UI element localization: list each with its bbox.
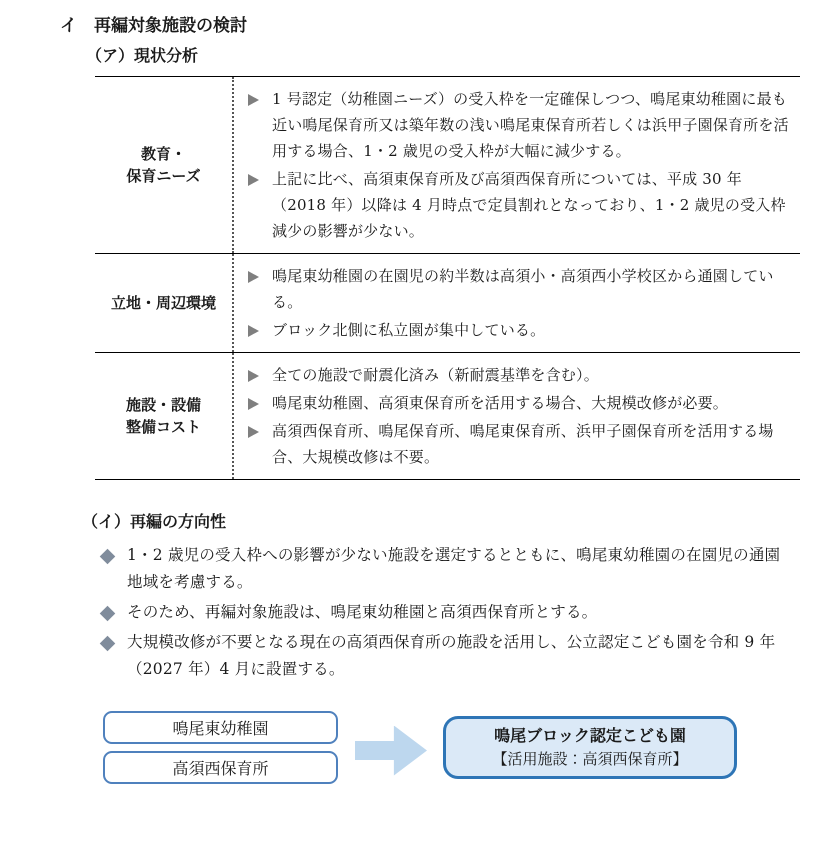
row-label-line: 施設・設備	[125, 396, 201, 414]
bullet-text: 高須西保育所、鳴尾保育所、鳴尾東保育所、浜甲子園保育所を活用する場合、大規模改修は不要。	[272, 422, 774, 466]
diamond-bullet-icon	[100, 636, 116, 652]
analysis-table-row	[95, 77, 800, 254]
result-facility-title: 鳴尾ブロック認定こども園	[494, 726, 686, 745]
analysis-table-row	[95, 353, 800, 480]
row-label-line: 教育・	[140, 145, 186, 163]
right-arrow-icon	[355, 726, 427, 776]
row-content	[232, 77, 800, 253]
bullet-item	[246, 166, 790, 244]
bullet-text: 1 号認定（幼稚園ニーズ）の受入枠を一定確保しつつ、鳴尾東幼稚園に最も近い鳴尾保育所又は築年数の浅い鳴尾東保育所若しくは浜甲子園保育所を活用する場合、1・2 歳児の受入枠が大幅に減少する。	[272, 90, 789, 160]
triangle-bullet-icon	[248, 174, 259, 186]
analysis-table-row	[95, 254, 800, 353]
bullet-item	[246, 362, 790, 388]
source-facility-box: 高須西保育所	[103, 751, 338, 784]
bullet-item	[246, 317, 790, 343]
row-label-line: 立地・周辺環境	[110, 294, 216, 312]
result-facility-box	[443, 716, 737, 779]
diamond-bullet-icon	[100, 606, 116, 622]
triangle-bullet-icon	[248, 271, 259, 283]
row-label-line: 保育ニーズ	[126, 167, 201, 185]
bullet-text: 鳴尾東幼稚園、高須東保育所を活用する場合、大規模改修が必要。	[272, 394, 729, 412]
triangle-bullet-icon	[248, 94, 259, 106]
diamond-bullet-icon	[100, 549, 116, 565]
analysis-table	[95, 76, 800, 480]
row-label	[95, 353, 232, 479]
source-facility-box: 鳴尾東幼稚園	[103, 711, 338, 744]
direction-bullet-item	[100, 599, 788, 626]
row-label-line: 整備コスト	[125, 418, 201, 436]
bullet-item	[246, 390, 790, 416]
direction-bullet-list	[100, 542, 788, 683]
direction-bullet-item	[100, 542, 788, 596]
direction-bullet-item	[100, 629, 788, 683]
row-content	[232, 353, 800, 479]
direction-bullet-text: 1・2 歳児の受入枠への影響が少ない施設を選定するとともに、鳴尾東幼稚園の在園児の通園地域を考慮する。	[127, 546, 781, 591]
bullet-text: ブロック北側に私立園が集中している。	[272, 321, 546, 339]
direction-bullet-text: そのため、再編対象施設は、鳴尾東幼稚園と高須西保育所とする。	[127, 603, 598, 621]
bullet-text: 上記に比べ、高須東保育所及び高須西保育所については、平成 30 年（2018 年）以降は 4 月時点で定員割れとなっており、1・2 歳児の受入枠減少の影響が少ない。	[272, 170, 786, 240]
bullet-text: 全ての施設で耐震化済み（新耐震基準を含む）。	[272, 366, 599, 384]
subsection-heading-current-analysis: （ア）現状分析	[86, 46, 199, 65]
triangle-bullet-icon	[248, 426, 259, 438]
source-facility-column	[103, 711, 338, 784]
bullet-item	[246, 418, 790, 470]
reorganization-diagram	[103, 711, 832, 784]
direction-bullet-text: 大規模改修が不要となる現在の高須西保育所の施設を活用し、公立認定こども園を令和 9 年（2027 年）4 月に設置する。	[127, 633, 776, 678]
triangle-bullet-icon	[248, 398, 259, 410]
triangle-bullet-icon	[248, 370, 259, 382]
section-heading: イ 再編対象施設の検討	[60, 16, 247, 36]
bullet-text: 鳴尾東幼稚園の在園児の約半数は高須小・高須西小学校区から通園している。	[272, 267, 774, 311]
row-label	[95, 254, 232, 352]
triangle-bullet-icon	[248, 325, 259, 337]
bullet-item	[246, 86, 790, 164]
result-facility-subtitle: 【活用施設：高須西保育所】	[492, 750, 688, 768]
row-content	[232, 254, 800, 352]
row-label	[95, 77, 232, 253]
subsection-heading-direction: （イ）再編の方向性	[82, 512, 227, 531]
bullet-item	[246, 263, 790, 315]
